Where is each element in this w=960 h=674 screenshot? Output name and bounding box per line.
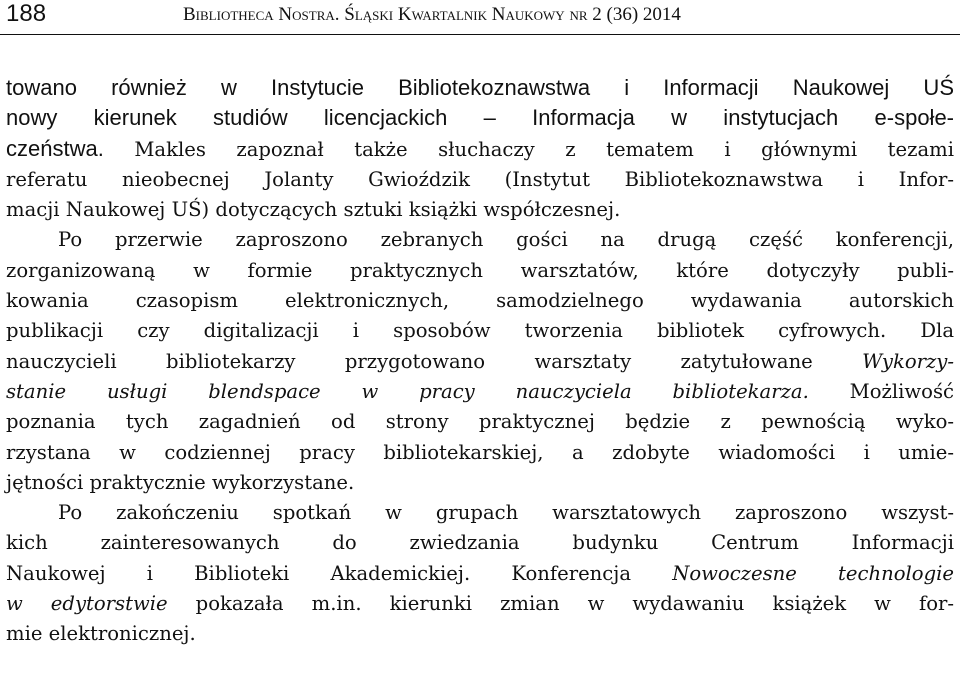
text-line <box>6 618 954 648</box>
page-number: 188 <box>6 0 47 27</box>
text-line <box>6 467 954 497</box>
text-segment: Makles zapoznał także słuchaczy z tematem i głównymi tezami <box>103 137 954 161</box>
text-segment: towano również w Instytucie Bibliotekoznawstwa i Informacji Naukowej UŚ <box>6 75 954 100</box>
text-line <box>6 406 954 436</box>
text-line <box>6 164 954 194</box>
text-segment: Nowoczesne technologie <box>672 561 954 585</box>
text-segment: mie elektronicznej. <box>6 622 196 646</box>
text-segment: jętności praktycznie wykorzystane. <box>6 470 355 494</box>
text-segment: poznania tych zagadnień od strony praktycznej będzie z pewnością wyko- <box>6 410 954 434</box>
text-segment: czeństwa. <box>6 135 104 161</box>
text-segment: kowania czasopism elektronicznych, samodzielnego wydawania autorskich <box>6 289 954 313</box>
text-line <box>6 255 954 285</box>
text-segment: publikacji czy digitalizacji i sposobów tworzenia bibliotek cyfrowych. Dla <box>6 319 954 343</box>
text-segment: Po przerwie zaproszono zebranych gości na drugą część konferencji, <box>58 228 954 252</box>
text-line <box>6 497 954 527</box>
text-line <box>6 194 954 224</box>
text-segment: referatu nieobecnej Jolanty Gwioździk (Instytut Bibliotekoznawstwa i Infor- <box>6 167 954 191</box>
text-line <box>6 437 954 467</box>
text-segment: w edytorstwie <box>6 592 168 616</box>
text-segment: Po zakończeniu spotkań w grupach warsztatowych zaproszono wszyst- <box>58 501 954 525</box>
text-segment: stanie usługi blendspace w pracy nauczyciela bibliotekarza. <box>6 379 809 403</box>
text-line <box>6 346 954 376</box>
text-line <box>6 224 954 254</box>
text-line <box>6 103 954 133</box>
text-line <box>6 527 954 557</box>
text-segment: Wykorzy- <box>862 349 954 373</box>
journal-subtitle: Śląski Kwartalnik Naukowy nr 2 (36) 2014 <box>344 4 681 25</box>
text-line <box>6 588 954 618</box>
text-line <box>6 134 954 164</box>
text-line <box>6 73 954 103</box>
text-line <box>6 315 954 345</box>
running-header <box>0 0 960 35</box>
journal-name: Bibliotheca Nostra. <box>183 4 340 25</box>
text-segment: kich zainteresowanych do zwiedzania budynku Centrum Informacji <box>6 531 954 555</box>
text-line <box>6 376 954 406</box>
text-segment: nowy kierunek studiów licencjackich – Informacja w instytucjach e-społe- <box>6 105 954 131</box>
text-segment: Naukowej i Biblioteki Akademickiej. Konferencja <box>6 561 673 585</box>
text-line <box>6 285 954 315</box>
text-line <box>6 558 954 588</box>
text-segment: zorganizowaną w formie praktycznych warsztatów, które dotyczyły publi- <box>6 258 954 282</box>
text-segment: macji Naukowej UŚ) dotyczących sztuki książki współczesnej. <box>6 198 621 222</box>
text-segment: nauczycieli bibliotekarzy przygotowano warsztaty zatytułowane <box>6 349 863 373</box>
running-head-title <box>183 3 681 27</box>
text-segment: rzystana w codziennej pracy bibliotekarskiej, a zdobyte wiadomości i umie- <box>6 440 954 464</box>
text-segment: pokazała m.in. kierunki zmian w wydawaniu książek w for- <box>167 592 954 616</box>
text-segment: Możliwość <box>808 379 954 403</box>
article-body <box>6 73 954 649</box>
